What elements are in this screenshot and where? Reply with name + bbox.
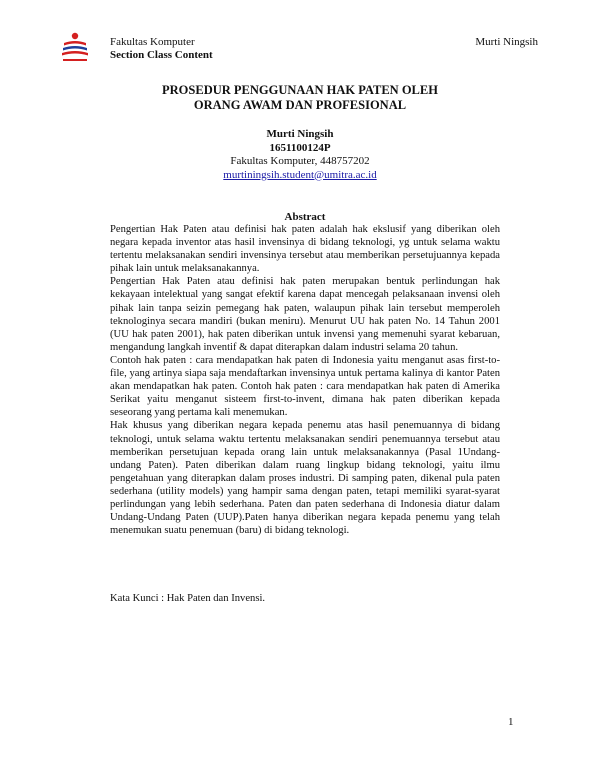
abstract-paragraph-3: Contoh hak paten : cara mendapatkan hak paten di Indonesia yaitu menganut asas first-to-file, yang artinya siapa saja mendaftarkan invensinya untuk pertama kalinya di kantor Paten akan mendapatkan hak paten. Contoh hak paten : cara mendapatkan hak paten di Amerika Serikat yaitu menganut sisteem first-to-invent, dimana hak paten diberikan kepada seseorang yang pertama kali menemukan. [110,354,500,419]
abstract-heading: Abstract [284,211,326,223]
email-link[interactable]: murtiningsih.student@umitra.ac.id [223,168,377,181]
logo-arc-3 [62,51,88,56]
abstract-paragraph-4: Hak khusus yang diberikan negara kepada penemu atas hasil penemuannya di bidang teknologi, untuk selama waktu tertentu melaksanakan sendiri penemuannya tersebut atau memberikan persetujuan kepada orang lain untuk melaksanakannya (Pasal 1Undang-undang Paten). Paten diberikan dalam ruang lingkup bidang teknologi, yaitu ilmu pengetahuan yang diterapkan dalam proses industri. Di samping paten, dikenal pula paten sederhana (utility models) yang hampir sama dengan paten, tetapi memiliki syarat-syarat perlindungan yang lebih sederhana. Paten dan paten sederhana di Indonesia diatur dalam Undang-Undang Paten (UUP).Paten hanya diberikan negara kepada penemu yang telah menemukan suatu penemuan (baru) di bidang teknologi. [110,420,500,537]
university-logo-icon [60,30,90,64]
student-id: 1651100124P [269,141,331,154]
logo-dot-red [72,33,78,39]
logo-arc-2 [63,46,87,51]
abstract-body [110,223,500,537]
keywords: Kata Kunci : Hak Paten dan Invensi. [110,593,266,604]
paper-title [110,83,490,113]
author-name: Murti Ningsih [266,128,334,140]
title-line-2: ORANG AWAM DAN PROFESIONAL [193,98,407,112]
running-header-left [110,36,213,62]
logo-base [63,59,87,61]
logo-graphic [60,30,90,64]
title-line-1: PROSEDUR PENGGUNAAN HAK PATEN OLEH [162,83,438,97]
page-number: 1 [508,716,514,728]
affiliation: Fakultas Komputer, 448757202 [230,155,370,167]
abstract-paragraph-1: Pengertian Hak Paten atau definisi hak paten adalah hak ekslusif yang diberikan oleh negara kepada inventor atas hasil invensinya di bidang teknologi, yg untuk selama waktu tertentu melaksanakan sendiri invensinya tersebut atau memberikan persetujuannya kepada pihak lain untuk melaksanakannya. [110,224,500,275]
author-block [150,128,450,182]
header-author: Murti Ningsih [475,36,538,48]
header-faculty: Fakultas Komputer [110,36,195,48]
abstract-paragraph-2: Pengertian Hak Paten atau definisi hak paten merupakan bentuk perlindungan hak kekayaan intelektual yang sangat efektif karena dapat mencegah pelaksanaan invensi oleh pihak lain tanpa seizin pemegang hak paten, walaupun pihak lain tersebut memperoleh teknologinya secara mandiri (bukan meniru). Menurut UU hak paten No. 14 Tahun 2001 (UU hak paten 2001), hak paten diberikan untuk invensi yang memenuhi syarat kebaruan, mengandung langkah inventif & dapat diterapkan dalam industri selama 20 tahun. [110,276,500,353]
logo-arc-1 [64,41,86,46]
header-section: Section Class Content [110,49,213,61]
